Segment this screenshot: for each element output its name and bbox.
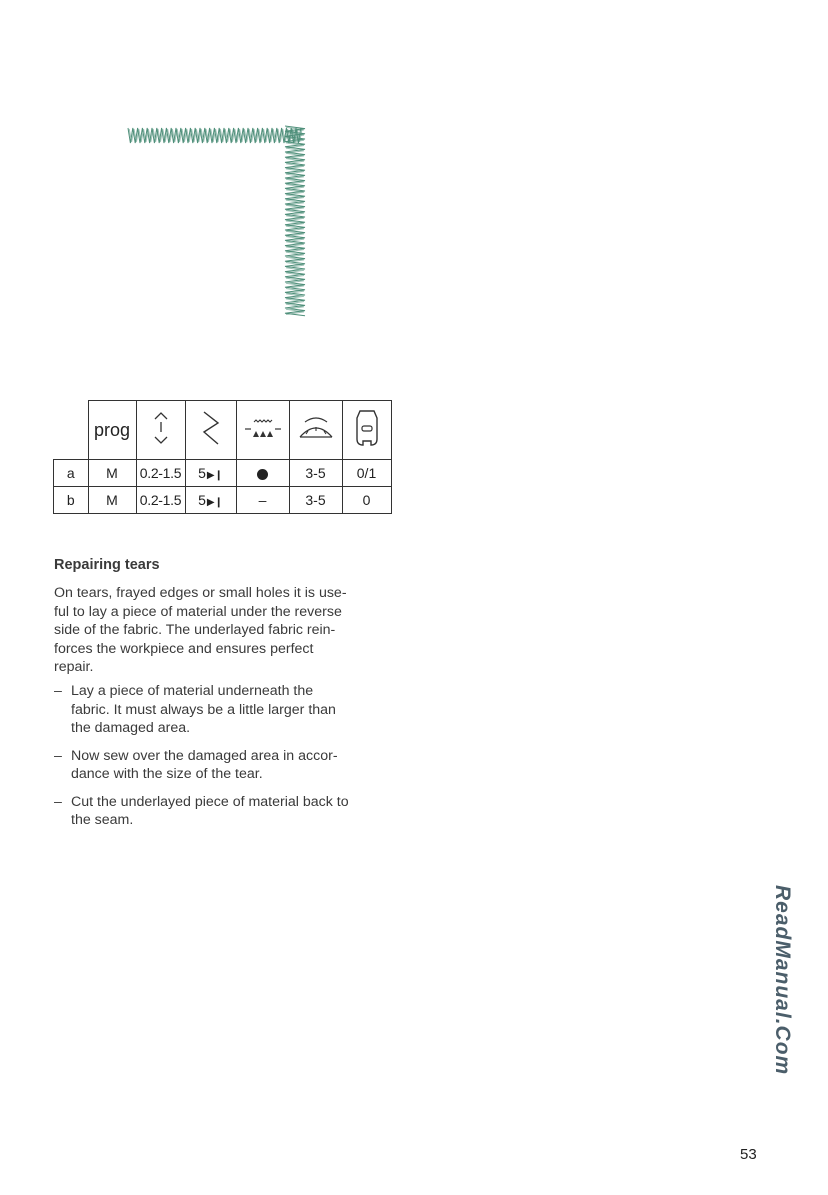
step-line: dance with the size of the tear. bbox=[71, 766, 263, 782]
empty-corner-cell bbox=[54, 401, 89, 460]
tension-value: 3-5 bbox=[289, 460, 342, 487]
program-value: M bbox=[88, 460, 136, 487]
instruction-list bbox=[54, 682, 399, 839]
row-label: a bbox=[54, 460, 89, 487]
row-label: b bbox=[54, 487, 89, 514]
zigzag-darning-stitch-diagram bbox=[118, 118, 318, 328]
stitch-width-cell bbox=[185, 460, 236, 487]
dash-bullet: – bbox=[54, 793, 62, 810]
play-pause-arrow-icon: ▶❙ bbox=[206, 470, 223, 481]
paragraph-line: ful to lay a piece of material under the reverse bbox=[54, 603, 342, 620]
paragraph-line: On tears, frayed edges or small holes it is use- bbox=[54, 585, 347, 601]
stitch-width-value: 5 bbox=[198, 492, 206, 508]
paragraph-line: side of the fabric. The underlayed fabric rein- bbox=[54, 622, 336, 638]
settings-row-a bbox=[54, 460, 392, 487]
feed-dog-icon bbox=[236, 401, 289, 460]
play-pause-arrow-icon: ▶❙ bbox=[206, 497, 223, 508]
program-header: prog bbox=[88, 401, 136, 460]
stitch-width-icon bbox=[185, 401, 236, 460]
site-watermark: ReadManual.Com bbox=[771, 885, 794, 1076]
step-line: the damaged area. bbox=[71, 720, 191, 736]
step-line: fabric. It must always be a little larger than bbox=[71, 701, 336, 718]
settings-row-b bbox=[54, 487, 392, 514]
stitch-length-value: 0.2-1.5 bbox=[136, 460, 185, 487]
paragraph-line: forces the workpiece and ensures perfect bbox=[54, 640, 314, 657]
stitch-width-value: 5 bbox=[198, 465, 206, 481]
page-number: 53 bbox=[740, 1146, 757, 1163]
instruction-item bbox=[54, 793, 399, 830]
stitch-width-cell bbox=[185, 487, 236, 514]
feed-dog-lowered-dot-icon bbox=[257, 469, 268, 480]
paragraph-line: repair. bbox=[54, 659, 94, 675]
step-line: Cut the underlayed piece of material back to bbox=[71, 793, 349, 810]
presser-foot-icon bbox=[342, 401, 391, 460]
settings-header-row bbox=[54, 401, 392, 460]
section-title: Repairing tears bbox=[54, 557, 160, 573]
machine-settings-table bbox=[53, 400, 392, 514]
feed-dog-dot-cell bbox=[236, 460, 289, 487]
feed-dog-value: – bbox=[236, 487, 289, 514]
step-line: Now sew over the damaged area in accor- bbox=[71, 747, 338, 764]
program-value: M bbox=[88, 487, 136, 514]
intro-paragraph bbox=[54, 584, 394, 677]
thread-tension-icon bbox=[289, 401, 342, 460]
tension-value: 3-5 bbox=[289, 487, 342, 514]
instruction-item bbox=[54, 682, 399, 738]
stitch-diagram-svg bbox=[118, 118, 318, 328]
instruction-item bbox=[54, 747, 399, 784]
stitch-length-icon bbox=[136, 401, 185, 460]
step-line: Lay a piece of material underneath the bbox=[71, 683, 314, 699]
presser-foot-value: 0/1 bbox=[342, 460, 391, 487]
dash-bullet: – bbox=[54, 747, 62, 764]
stitch-length-value: 0.2-1.5 bbox=[136, 487, 185, 514]
presser-foot-value: 0 bbox=[342, 487, 391, 514]
step-line: the seam. bbox=[71, 812, 134, 828]
dash-bullet: – bbox=[54, 683, 62, 699]
